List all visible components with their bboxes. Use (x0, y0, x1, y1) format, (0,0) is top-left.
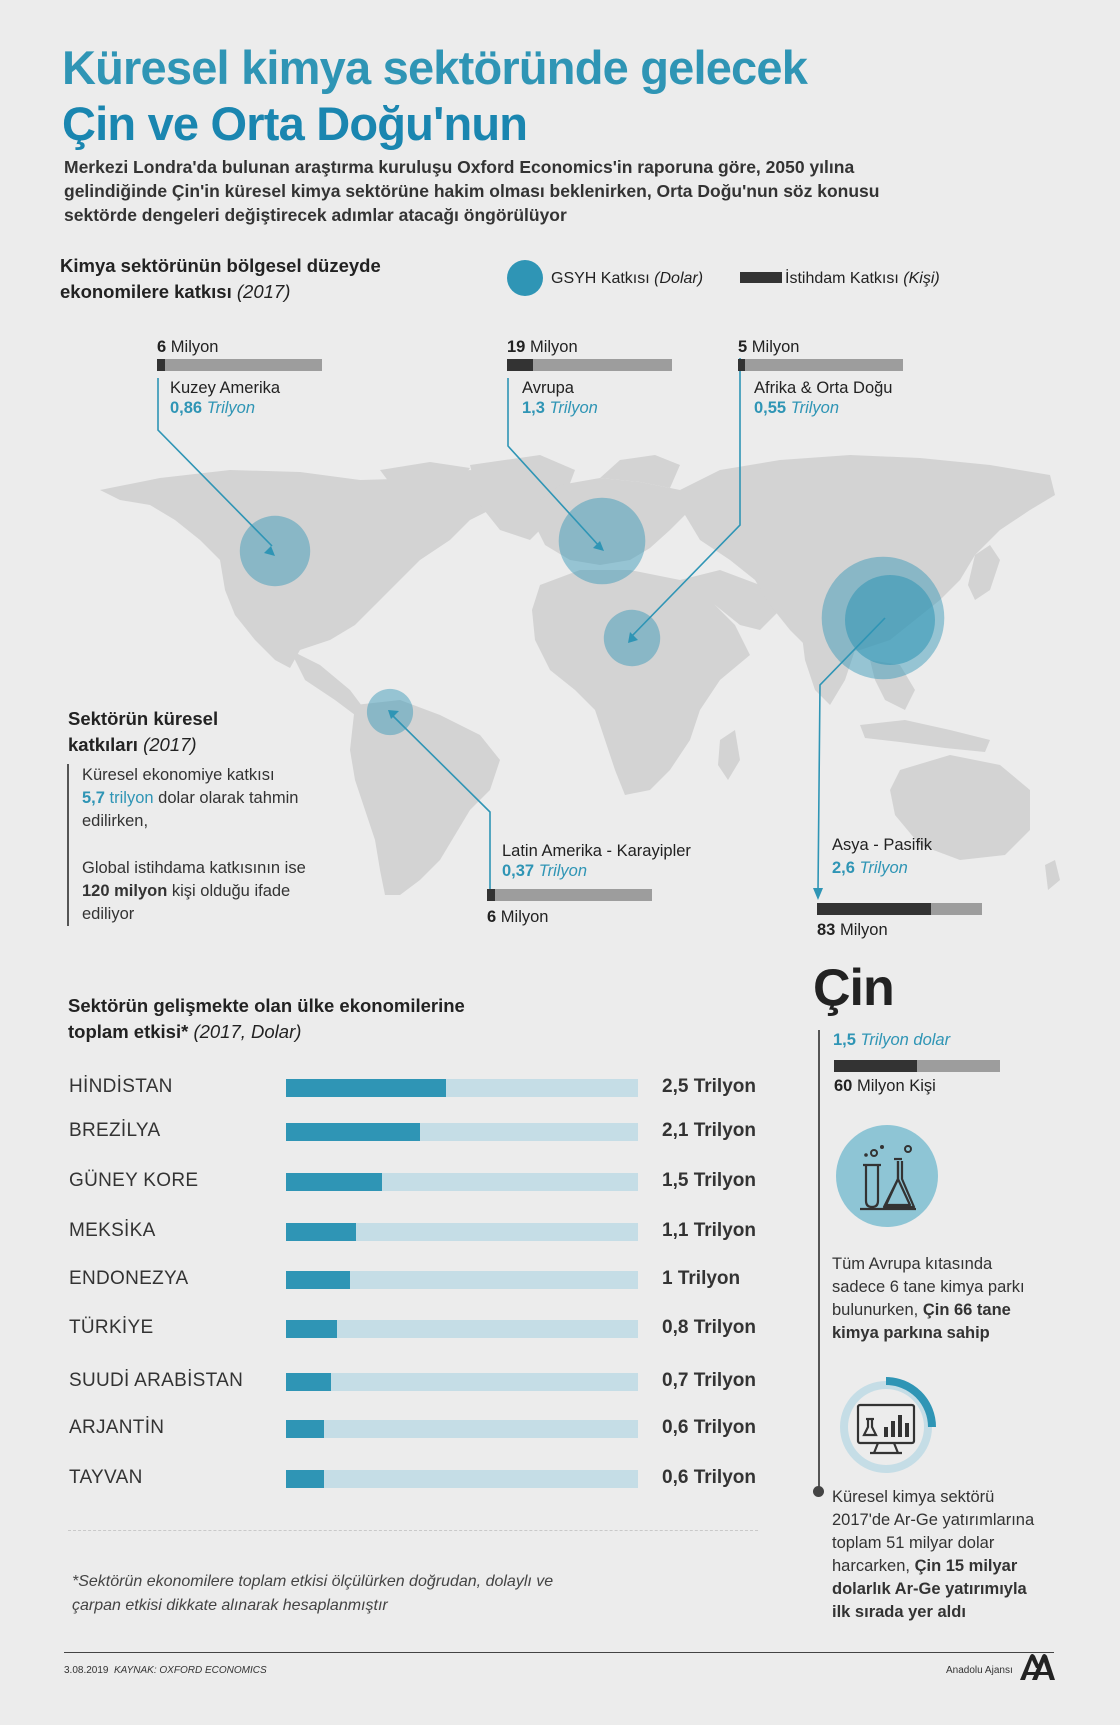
bar-value-label: 1 Trilyon (662, 1268, 741, 1289)
chart-divider (68, 1530, 758, 1531)
region-avrupa-gdp: 1,3 Trilyon (522, 399, 598, 417)
map-title-line-2: ekonomilere katkısı (60, 281, 232, 302)
region-kuzey-amerika-name: Kuzey Amerika (170, 379, 281, 397)
employment-fill (157, 359, 165, 371)
bar (286, 1079, 446, 1097)
bar-value-label: 0,7 Trilyon (662, 1370, 756, 1391)
bar-category-label: BREZİLYA (69, 1120, 161, 1141)
global-section-title: Sektörün küresel katkıları (2017) (68, 708, 219, 755)
bar (286, 1320, 337, 1338)
employment-fill (507, 359, 533, 371)
region-afrika-gdp: 0,55 Trilyon (754, 399, 840, 417)
bar-value-label: 1,1 Trilyon (662, 1220, 756, 1241)
global-employment-text: Global istihdama katkısının ise 120 milyon kişi olduğu ifade ediliyor (82, 859, 306, 923)
bar-value-label: 0,8 Trilyon (662, 1317, 756, 1338)
legend-employment-label: İstihdam Katkısı (Kişi) (785, 270, 940, 287)
footer-rule (64, 1652, 1054, 1653)
chemistry-lab-icon-svg (836, 1125, 938, 1227)
computer-chart-icon (834, 1375, 938, 1479)
emerging-section-title: Sektörün gelişmekte olan ülke ekonomilerine toplam etkisi* (2017, Dolar) (68, 995, 465, 1042)
map-title-line-1: Kimya sektörünün bölgesel düzeyde (60, 255, 381, 276)
aa-logo-icon (1018, 1650, 1056, 1682)
bar (286, 1420, 324, 1438)
bar-category-label: ARJANTİN (69, 1417, 165, 1438)
bar-category-label: MEKSİKA (69, 1220, 156, 1241)
china-timeline (818, 1030, 820, 1488)
region-asya-pasifik-employment-bar (817, 903, 982, 915)
china-title: Çin (813, 959, 894, 1017)
bar-category-label: TAYVAN (69, 1467, 143, 1488)
map-title-year: (2017) (236, 281, 291, 302)
region-kuzey-amerika-gdp: 0,86 Trilyon (170, 399, 256, 417)
bar (286, 1373, 331, 1391)
china-employment-bar (834, 1060, 1000, 1072)
bar-category-label: ENDONEZYA (69, 1268, 189, 1289)
region-asya-pasifik-name: Asya - Pasifik (832, 836, 932, 854)
region-afrika-name: Afrika & Orta Doğu (754, 379, 893, 397)
bar-track (286, 1373, 638, 1391)
bar-category-label: HİNDİSTAN (69, 1076, 173, 1097)
global-gdp-text: Küresel ekonomiye katkısı 5,7 trilyon dolar olarak tahmin edilirken, (82, 766, 299, 830)
bar (286, 1173, 382, 1191)
bar (286, 1271, 350, 1289)
legend-employment-swatch (740, 272, 782, 283)
bar (286, 1223, 356, 1241)
footer-date: 3.08.2019 (64, 1665, 109, 1676)
china-employment-label: 60 Milyon Kişi (834, 1077, 936, 1095)
china-fact-chemical-parks: Tüm Avrupa kıtasında sadece 6 tane kimya parkı bulunurken, Çin 66 tane kimya parkına sahip (832, 1255, 1025, 1342)
employment-fill (487, 889, 495, 901)
legend-gdp-label: GSYH Katkısı (Dolar) (551, 270, 704, 287)
bar-value-label: 2,5 Trilyon (662, 1076, 756, 1097)
bar-category-label: SUUDİ ARABİSTAN (69, 1370, 244, 1391)
china-gdp: 1,5 Trilyon dolar (833, 1031, 951, 1049)
bar-value-label: 2,1 Trilyon (662, 1120, 756, 1141)
page-title (62, 40, 807, 152)
region-avrupa-employment-label: 19 Milyon (507, 338, 578, 356)
bar-value-label: 1,5 Trilyon (662, 1170, 756, 1191)
emerging-footnote: *Sektörün ekonomilere toplam etkisi ölçülürken doğrudan, dolaylı ve çarpan etkisi dikkate alınarak hesaplanmıştır (72, 1573, 554, 1614)
bubble-avrupa (559, 498, 646, 585)
bar-track (286, 1470, 638, 1488)
region-latin-amerika-employment-bar (487, 889, 652, 901)
bar (286, 1470, 324, 1488)
region-kuzey-amerika-employment-bar (157, 359, 322, 371)
region-avrupa-name: Avrupa (522, 379, 574, 397)
bar (286, 1123, 420, 1141)
region-asya-pasifik-gdp: 2,6 Trilyon (832, 859, 908, 877)
region-kuzey-amerika-employment-label: 6 Milyon (157, 338, 219, 356)
footer-source: KAYNAK: OXFORD ECONOMICS (114, 1665, 267, 1676)
region-afrika-employment-bar (738, 359, 903, 371)
bar-category-label: GÜNEY KORE (69, 1170, 199, 1191)
map-section-title (60, 253, 381, 305)
employment-fill (738, 359, 745, 371)
title-line-2: Çin ve Orta Doğu'nun (62, 97, 528, 150)
bubble-china-inner (845, 575, 935, 665)
region-latin-amerika-gdp: 0,37 Trilyon (502, 862, 588, 880)
china-fact-rnd: Küresel kimya sektörü 2017'de Ar-Ge yatırımlarına toplam 51 milyar dolar harcarken, Çin 15 milyar dolarlık Ar-Ge yatırımıyla ilk sırada yer aldı (832, 1488, 1035, 1621)
title-line-1: Küresel kimya sektöründe gelecek (62, 41, 808, 94)
region-latin-amerika-name: Latin Amerika - Karayipler (502, 842, 691, 860)
region-afrika-employment-label: 5 Milyon (738, 338, 800, 356)
region-avrupa-employment-bar (507, 359, 672, 371)
bar-category-label: TÜRKİYE (69, 1317, 154, 1338)
china-timeline-dot (813, 1486, 824, 1497)
computer-chart-icon-svg (834, 1375, 938, 1479)
region-asya-pasifik-employment-label: 83 Milyon (817, 921, 888, 939)
bar-track (286, 1420, 638, 1438)
bar-value-label: 0,6 Trilyon (662, 1417, 756, 1438)
chemistry-lab-icon (836, 1125, 938, 1227)
global-section-divider (67, 764, 69, 926)
region-latin-amerika-employment-label: 6 Milyon (487, 908, 549, 926)
bubble-kuzey-amerika (240, 516, 310, 586)
china-employment-fill (834, 1060, 917, 1072)
bar-value-label: 0,6 Trilyon (662, 1467, 756, 1488)
footer-agency: Anadolu Ajansı (946, 1665, 1013, 1676)
intro-paragraph: Merkezi Londra'da bulunan araştırma kuruluşu Oxford Economics'in raporuna göre, 2050 yılına gelindiğinde Çin'in küresel kimya sektörüne hakim olması beklenirken, Orta Doğu'nun söz konusu sektörde dengeleri değiştirecek adımlar atacağı öngörülüyor (64, 157, 880, 225)
legend-gdp-swatch (507, 260, 543, 296)
employment-fill (817, 903, 931, 915)
bar-track (286, 1320, 638, 1338)
